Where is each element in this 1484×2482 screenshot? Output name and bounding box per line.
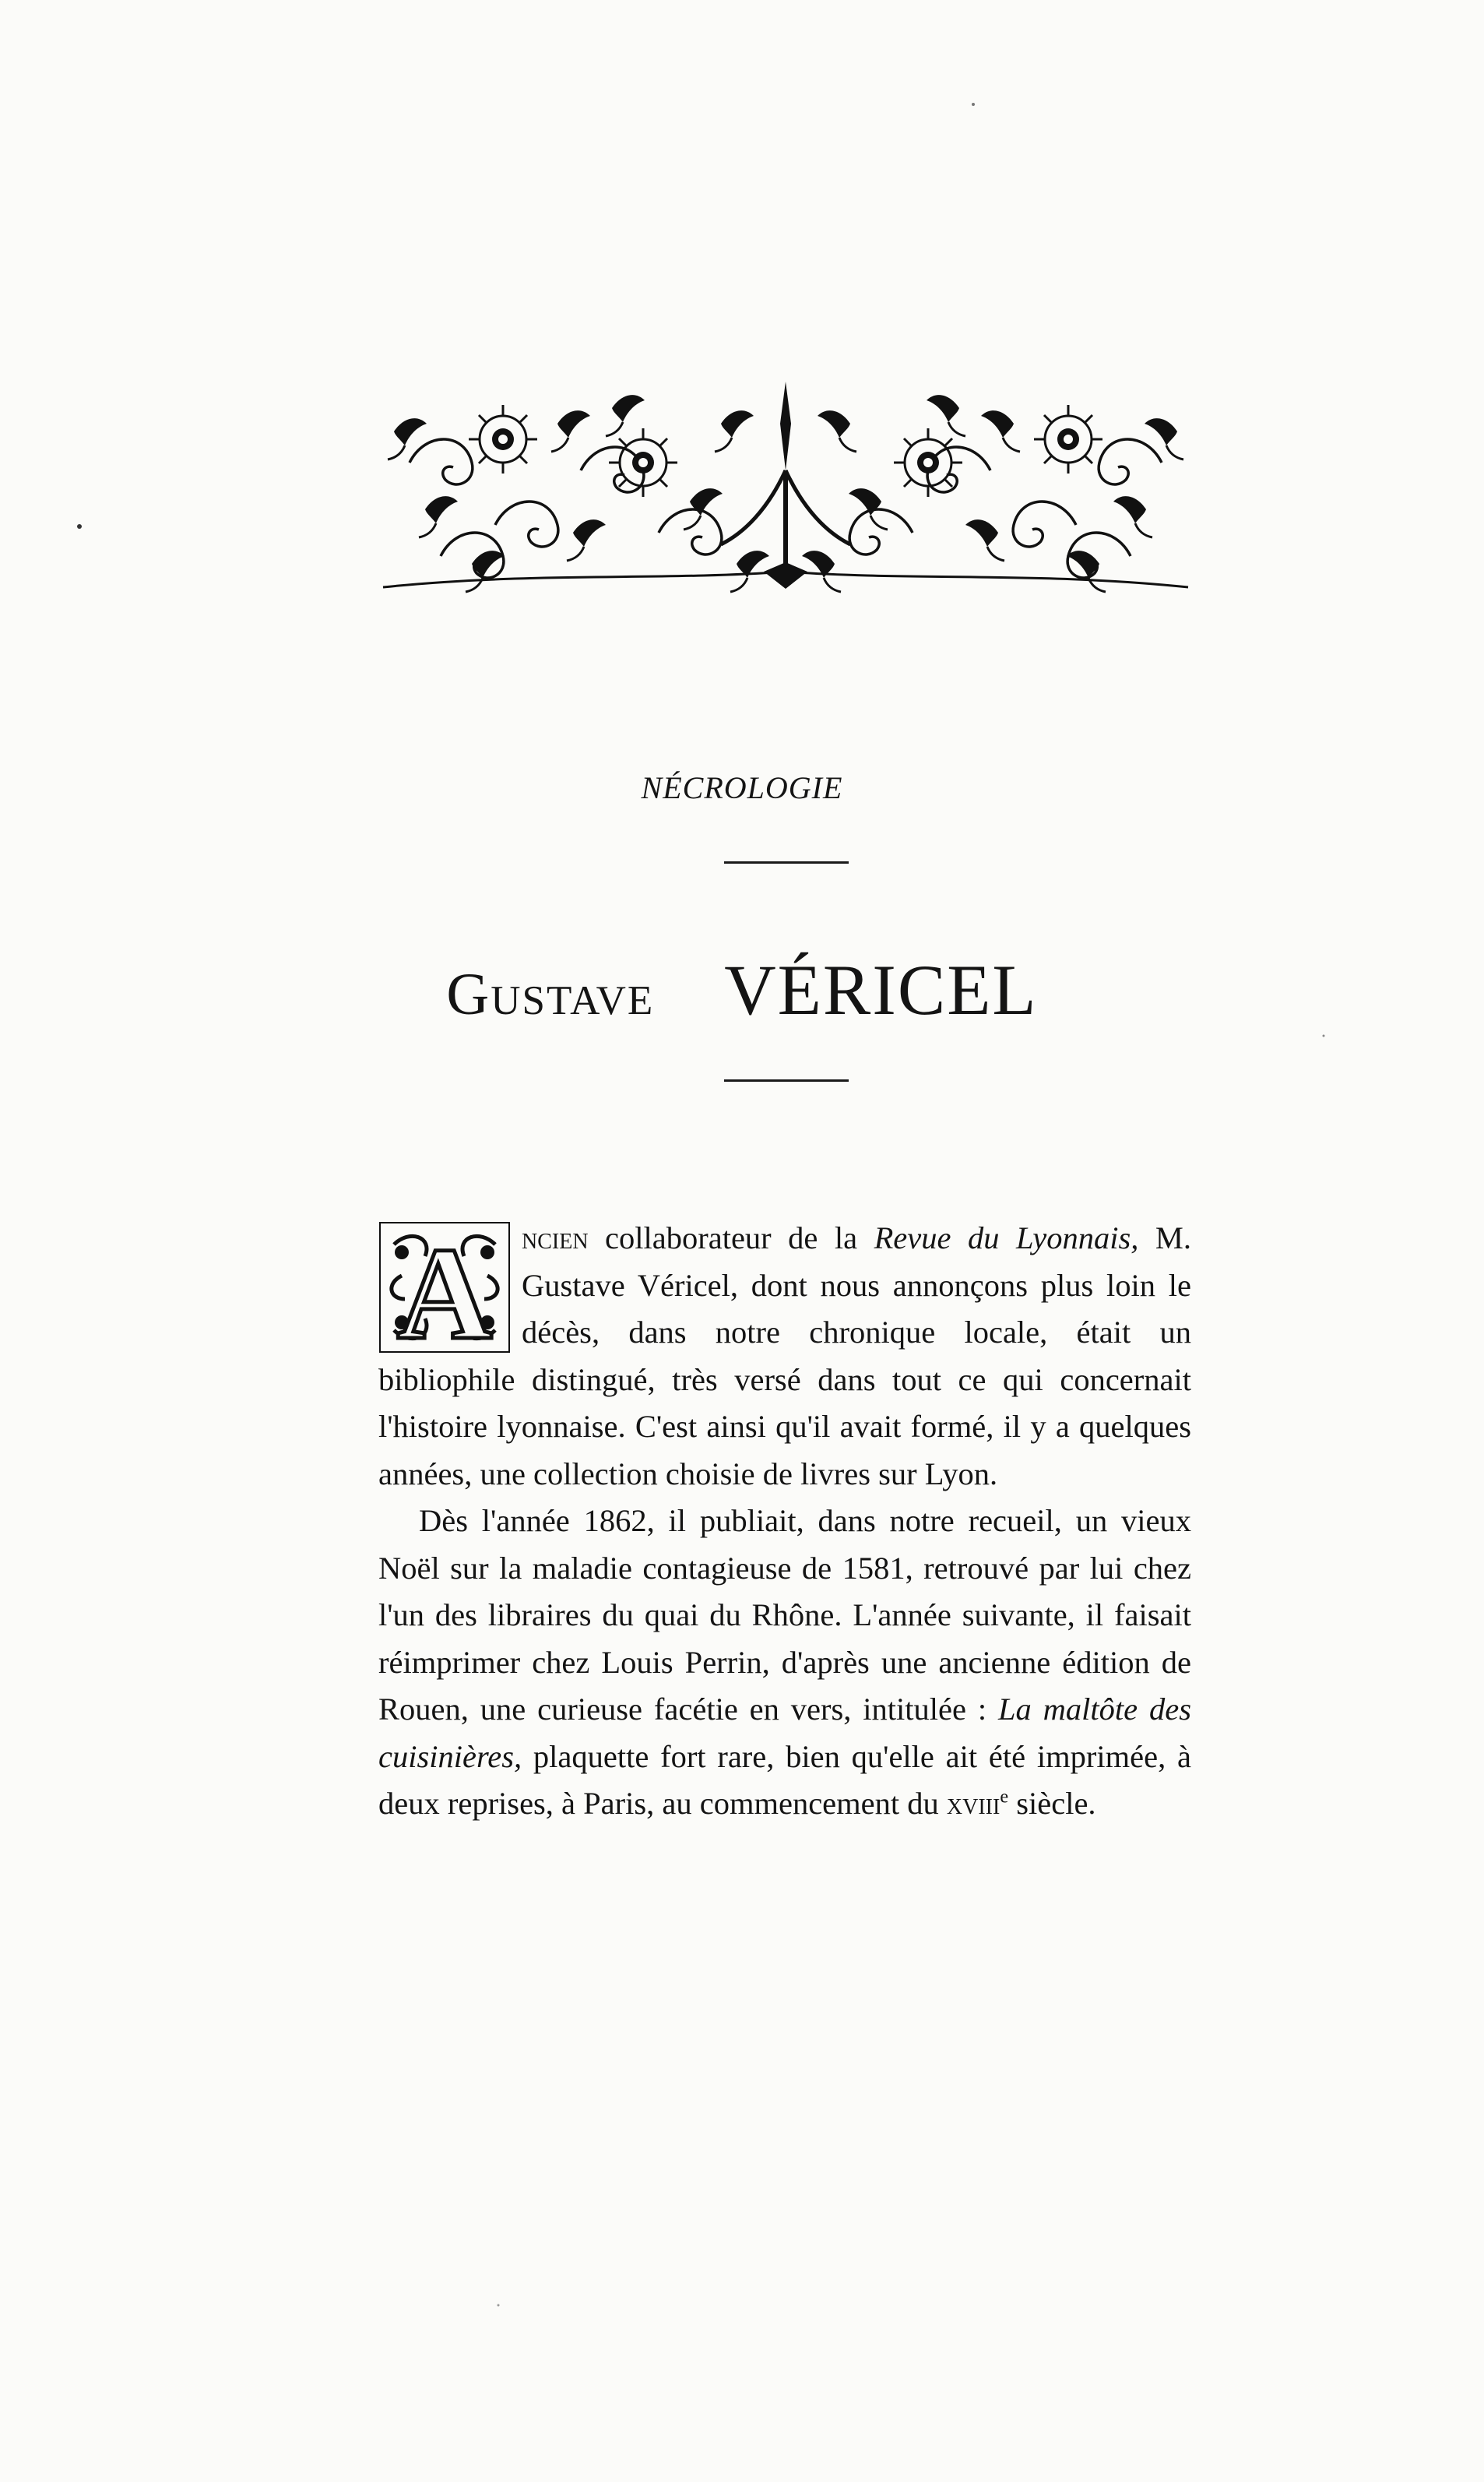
paragraph-2-text-a: Dès l'année 1862, il publiait, dans notre recueil, un vieux Noël sur la maladie contagieuse de 1581, retrouvé par lui chez l'un des libraires du quai du Rhône. L'année suivante, il faisait réimprimer chez Louis Perrin, d'après une ancienne édition de Rouen, une curieuse facétie en vers, intitulée : xyxy=(378,1503,1191,1727)
century-superscript: e xyxy=(1000,1786,1009,1808)
book-title: La maltôte des cuisinières, xyxy=(378,1692,1192,1774)
paragraph-2-text-b: plaquette fort rare, bien qu'elle ait été imprimée, à deux reprises, à Paris, au commencement du xyxy=(378,1738,1191,1821)
dropcap-letter: A xyxy=(396,1221,493,1354)
paragraph-2 xyxy=(378,1498,1191,1828)
title-rule-top xyxy=(724,861,849,864)
journal-title: Revue du Lyonnais, xyxy=(874,1220,1139,1255)
person-last-name: VÉRICEL xyxy=(724,950,1038,1030)
title-rule-bottom xyxy=(724,1079,849,1082)
paragraph-1-text-b: M. Gustave Véricel, dont nous annonçons plus loin le décès, dans notre chronique locale, était un bibliophile distingué, très versé dans tout ce qui concernait l'histoire lyonnaise. C'est ainsi qu'il avait formé, il y a quelques années, une collection choisie de livres sur Lyon. xyxy=(378,1220,1191,1491)
paragraph-2-text-c: siècle. xyxy=(1008,1786,1096,1821)
section-title: NÉCROLOGIE xyxy=(641,770,843,805)
paragraph-1-text-a: collaborateur de la xyxy=(588,1220,874,1255)
ornamental-dropcap-a xyxy=(378,1221,511,1354)
floral-headpiece-ornament xyxy=(378,377,1193,597)
century-numeral: xviii xyxy=(946,1786,1000,1821)
person-first-name: Gustave xyxy=(446,962,655,1027)
person-name xyxy=(0,949,1484,1031)
paragraph-1 xyxy=(378,1215,1191,1498)
obituary-text xyxy=(378,1215,1191,1828)
paragraph-1-lead: ncien xyxy=(522,1220,589,1255)
